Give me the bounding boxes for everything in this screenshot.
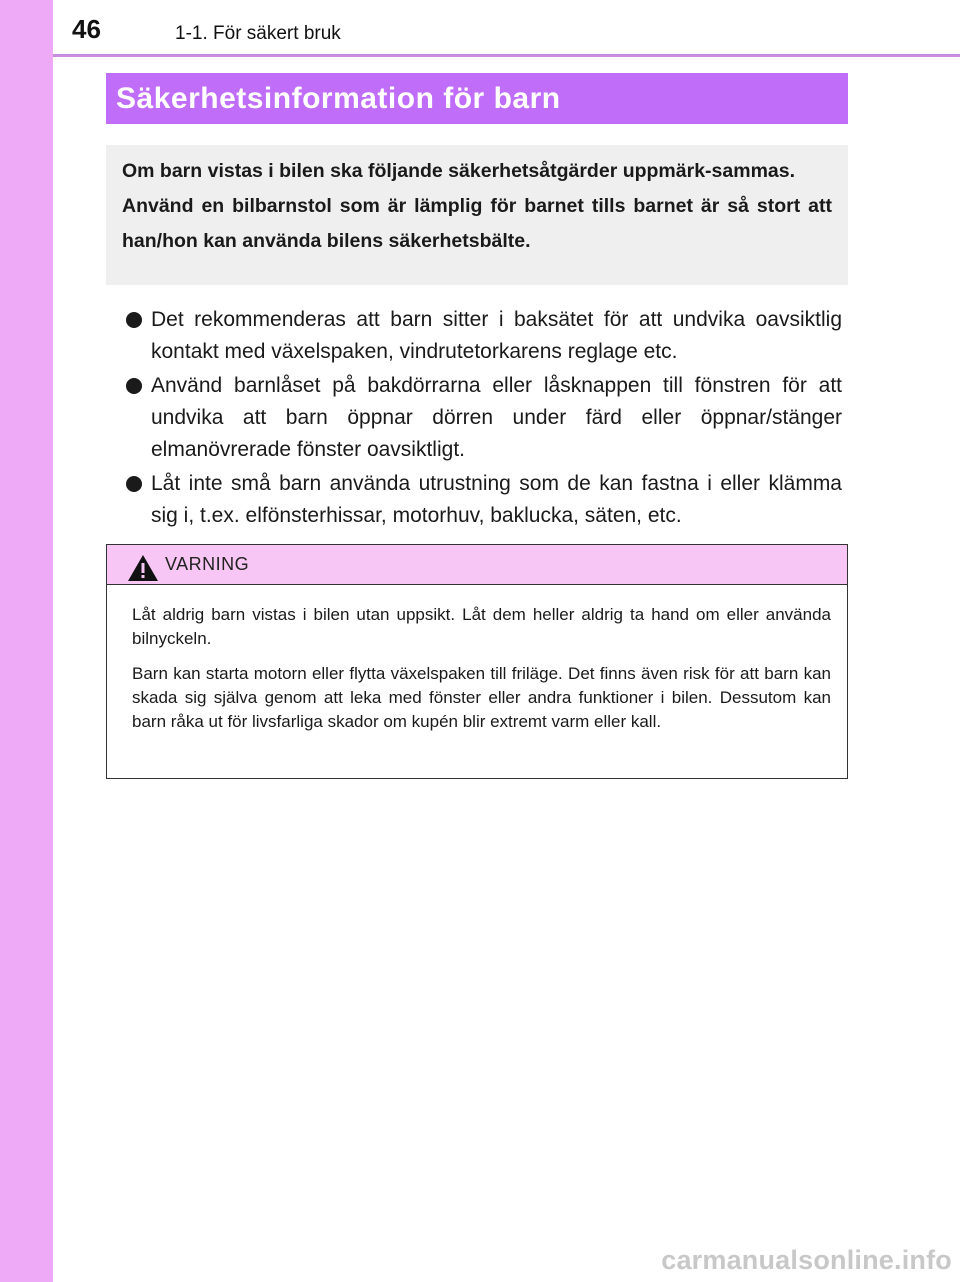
intro-paragraph: Använd en bilbarnstol som är lämplig för barnet tills barnet är så stort att han/hon kan använda bilens säkerhetsbälte. (122, 195, 832, 252)
side-band (0, 0, 53, 1282)
watermark: carmanualsonline.info (661, 1245, 952, 1275)
list-item (126, 468, 842, 532)
list-item-text: Använd barnlåset på bakdörrarna eller låsknappen till fönstren för att undvika att barn öppnar dörren under färd eller öppnar/stänger elmanövrerade fönster oavsiktligt. (151, 374, 842, 461)
bullet-dot-icon (126, 476, 142, 492)
bullet-dot-icon (126, 378, 142, 394)
header-rule (53, 54, 960, 57)
page-number: 46 (72, 14, 101, 44)
section-title-bar (106, 73, 848, 124)
running-head: 1-1. För säkert bruk (175, 23, 341, 44)
bullet-list (126, 304, 842, 534)
intro-paragraph: Om barn vistas i bilen ska följande säkerhetsåtgärder uppmärk-sammas. (122, 160, 796, 182)
warning-body (107, 585, 847, 734)
warning-paragraph: Låt aldrig barn vistas i bilen utan uppsikt. Låt dem heller aldrig ta hand om eller använda bilnyckeln. (132, 605, 831, 648)
warning-box (106, 544, 848, 779)
warning-triangle-icon (127, 554, 159, 582)
section-title: Säkerhetsinformation för barn (116, 82, 561, 115)
list-item (126, 304, 842, 368)
list-item-text: Låt inte små barn använda utrustning som de kan fastna i eller klämma sig i, t.ex. elfönsterhissar, motorhuv, baklucka, säten, etc. (151, 472, 842, 527)
list-item-text: Det rekommenderas att barn sitter i baksätet för att undvika oavsiktlig kontakt med växelspaken, vindrutetorkarens reglage etc. (151, 308, 842, 363)
warning-label: VARNING (165, 554, 250, 574)
warning-header (107, 545, 847, 585)
intro-box (106, 145, 848, 285)
bullet-dot-icon (126, 312, 142, 328)
warning-paragraph: Barn kan starta motorn eller flytta växelspaken till friläge. Det finns även risk för att barn kan skada sig själva genom att leka med fönster eller andra funktioner i bilen. Dessutom kan barn råka ut för livsfarliga skador om kupén blir extremt varm eller kall. (132, 664, 831, 731)
list-item (126, 370, 842, 466)
